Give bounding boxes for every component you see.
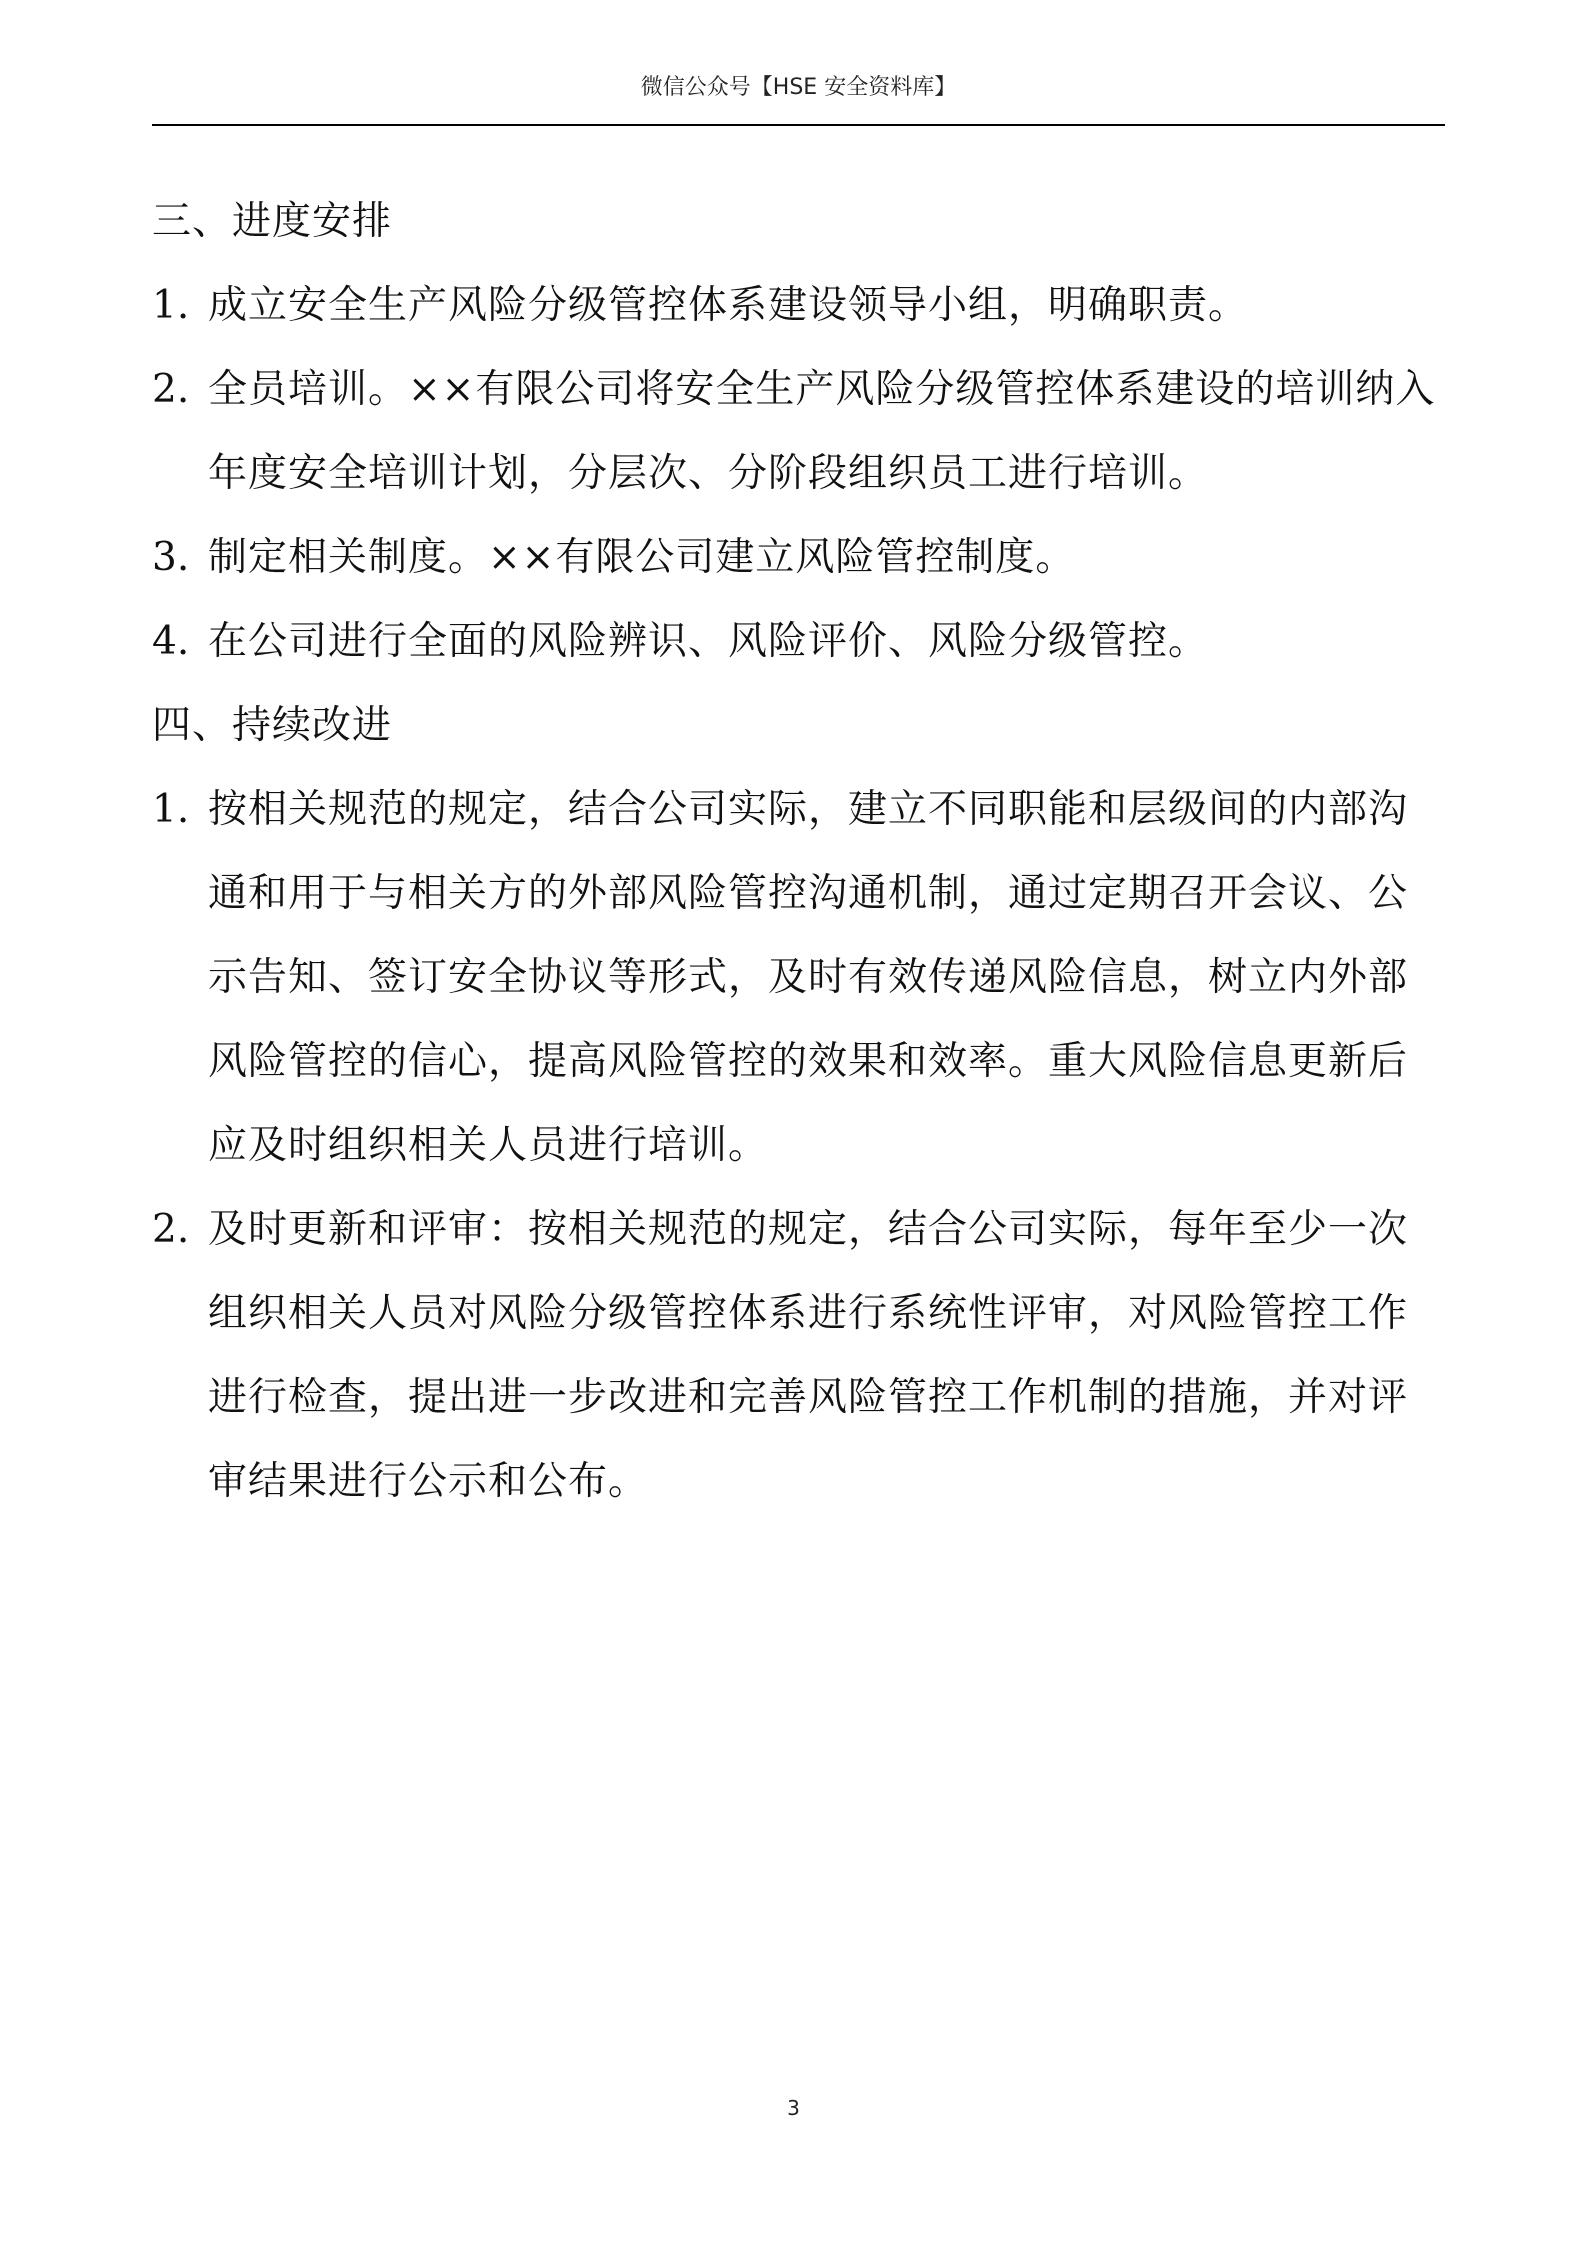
section-schedule — [152, 180, 1445, 684]
item-number: 2. — [152, 1207, 190, 1252]
item-text: 全员培训。××有限公司将安全生产风险分级管控体系建设的培训纳入年度安全培训计划，分层次、分阶段组织员工进行培训。 — [208, 367, 1436, 496]
item-text: 制定相关制度。××有限公司建立风险管控制度。 — [208, 535, 1076, 580]
header-divider — [152, 124, 1445, 126]
item-number: 2. — [152, 367, 190, 412]
item-number: 1. — [152, 787, 190, 832]
item-text: 成立安全生产风险分级管控体系建设领导小组，明确职责。 — [208, 283, 1249, 328]
item-text: 按相关规范的规定，结合公司实际，建立不同职能和层级间的内部沟通和用于与相关方的外部风险管控沟通机制，通过定期召开会议、公示告知、签订安全协议等形式，及时有效传递风险信息，树立内外部风险管控的信心，提高风险管控的效果和效率。重大风险信息更新后应及时组织相关人员进行培训。 — [208, 787, 1409, 1168]
item-text: 在公司进行全面的风险辨识、风险评价、风险分级管控。 — [208, 619, 1209, 664]
item-text: 及时更新和评审：按相关规范的规定，结合公司实际，每年至少一次组织相关人员对风险分级管控体系进行系统性评审，对风险管控工作进行检查，提出进一步改进和完善风险管控工作机制的措施，并对评审结果进行公示和公布。 — [208, 1207, 1409, 1504]
item-number: 4. — [152, 619, 190, 664]
section-heading: 四、持续改进 — [152, 703, 393, 748]
list-item — [152, 516, 1445, 600]
item-number: 1. — [152, 283, 190, 328]
item-number: 3. — [152, 535, 190, 580]
section-continuous-improvement — [152, 684, 1445, 1524]
section-heading: 三、进度安排 — [152, 199, 393, 244]
document-body — [152, 180, 1445, 1524]
list-item — [152, 264, 1445, 348]
list-item — [152, 348, 1445, 516]
page-number: 3 — [787, 2096, 800, 2120]
list-item — [152, 768, 1445, 1188]
page-header: 微信公众号【HSE 安全资料库】 — [640, 75, 957, 100]
list-item — [152, 600, 1445, 684]
list-item — [152, 1188, 1445, 1524]
